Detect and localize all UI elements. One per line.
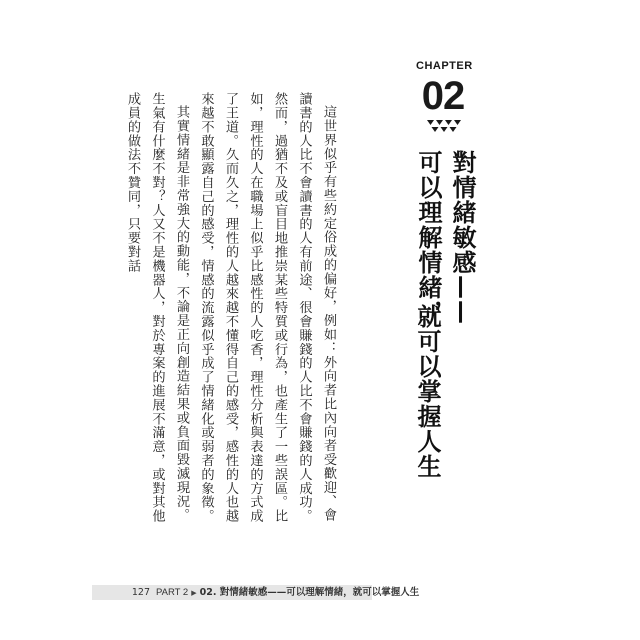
chapter-title-line-2: 可以理解情緒，: [414, 150, 442, 325]
play-arrow-icon: ▶: [191, 589, 197, 597]
page-number: 127: [131, 587, 150, 598]
body-paragraph: 這世界似乎有些約定俗成的偏好，例如：外向者比內向者受歡迎、會讀書的人比不會讀書的人有前途、很會賺錢的人比不會賺錢的人成功。然而，過猶不及或盲目地推崇某些特質或行為，也產生了一些誤區。比如，理性的人在職場上似乎比感性的人吃香，理性分析與表達的方式成了王道。久而久之，理性的人越來越不懂得自己的感受，感性的人也越來越不敢顯露自己的感受，情感的流露似乎成了情緒化或弱者的象徵。: [198, 92, 336, 523]
body-paragraph: 其實情緒是非常強大的動能，不論是正向創造結果或負面毀滅現況。生氣有什麼不對？人又不是機器人，對於專案的進展不滿意，或對其他成員的做法不贊同，只要對話: [125, 92, 189, 523]
running-footer: [156, 585, 419, 600]
footer-chapter-title: 02. 對情緒敏感——可以理解情緒，就可以掌握人生: [199, 587, 420, 598]
body-text: [125, 92, 340, 532]
triangle-ornament-icon: [425, 118, 461, 134]
chapter-label: CHAPTER: [416, 60, 473, 72]
chapter-number: 02: [421, 74, 465, 118]
chapter-title-line-3: 就可以掌握人生: [413, 304, 441, 479]
footer-part-label: PART 2: [156, 587, 189, 598]
chapter-title-line-1: 對情緒敏感——: [448, 150, 476, 325]
